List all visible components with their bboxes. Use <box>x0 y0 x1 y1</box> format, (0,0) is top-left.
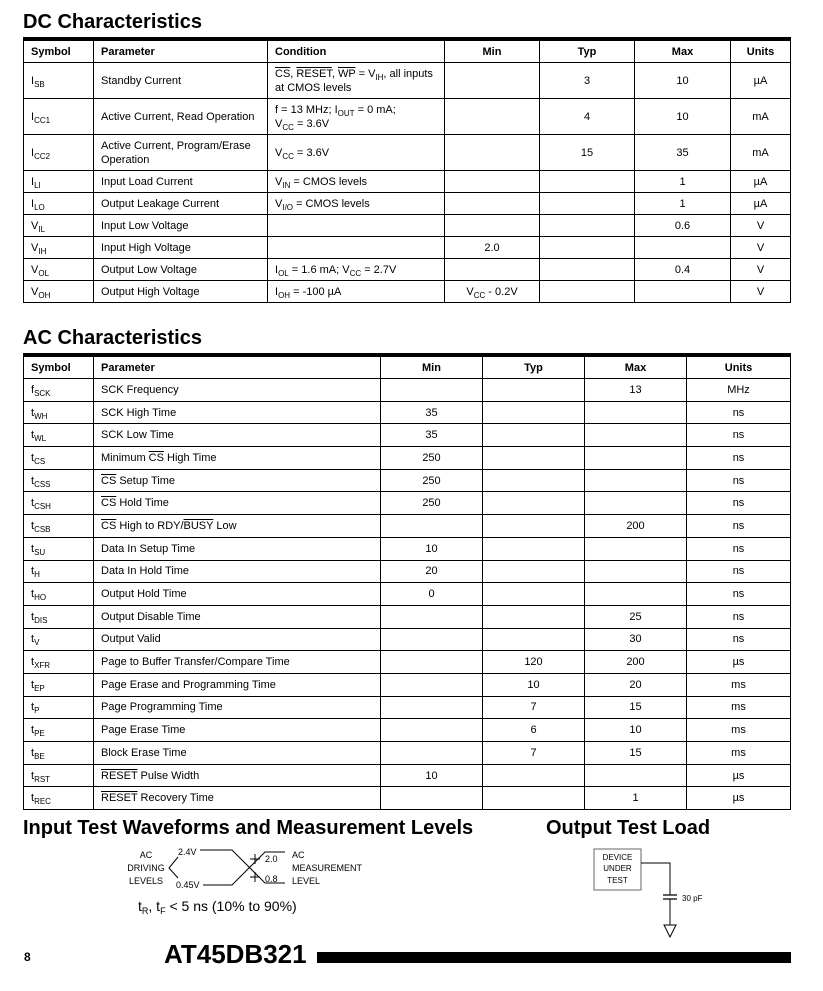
capacitor-icon <box>663 895 677 899</box>
dc-symbol: $V_{OL}$ <box>24 259 94 281</box>
ac-max: 10 <box>585 719 687 742</box>
ac-row <box>24 605 791 628</box>
ac-typ: 10 <box>483 673 585 696</box>
dc-condition: $\overline{CS}$, RESET, $\overline{WP} = V_{IH}$, all inputs at CMOS levels <box>268 63 445 99</box>
ac-row <box>24 424 791 447</box>
ac-typ: 120 <box>483 651 585 674</box>
ac-symbol: $t_{BE}$ <box>24 742 94 765</box>
output-load-section-title: Output Test Load <box>546 817 711 839</box>
ac-min <box>381 628 483 651</box>
ac-typ <box>483 560 585 583</box>
dc-condition: $V_{IN}$ = CMOS levels <box>268 171 445 193</box>
driving-label-line1: AC <box>139 850 153 860</box>
ac-min <box>381 719 483 742</box>
dc-symbol: $I_{SB}$ <box>24 63 94 99</box>
ac-max: 15 <box>585 742 687 765</box>
ac-units: ns <box>687 447 791 470</box>
ac-header-max: Max <box>585 355 687 379</box>
dc-typ <box>540 215 635 237</box>
ac-row <box>24 537 791 560</box>
ac-row <box>24 515 791 538</box>
ac-row <box>24 787 791 810</box>
dc-header-symbol: Symbol <box>24 39 94 63</box>
dc-parameter: Standby Current <box>94 63 268 99</box>
ac-parameter: $\overline{CS}$ Setup Time <box>94 469 381 492</box>
ac-typ <box>483 492 585 515</box>
dc-typ <box>540 259 635 281</box>
ac-row <box>24 583 791 606</box>
dc-condition: $I_{OH} = -100$ µA <box>268 281 445 303</box>
ac-symbol: $t_{CSH}$ <box>24 492 94 515</box>
dc-condition: f = 13 MHz; $I_{OUT} = 0$ mA; $V_{CC} = 3.6V$ <box>268 99 445 135</box>
ac-max <box>585 537 687 560</box>
ac-header-parameter: Parameter <box>94 355 381 379</box>
ac-typ <box>483 605 585 628</box>
ac-units: µs <box>687 764 791 787</box>
capacitance-label: 30 pF <box>682 894 703 903</box>
dc-typ <box>540 193 635 215</box>
ac-typ <box>483 515 585 538</box>
ac-typ <box>483 537 585 560</box>
meas-low-label: 0.8 <box>265 874 278 884</box>
dc-condition: $V_{CC} = 3.6V$ <box>268 135 445 171</box>
dc-typ <box>540 281 635 303</box>
ac-typ <box>483 379 585 402</box>
ac-min <box>381 787 483 810</box>
dc-symbol: $I_{CC1}$ <box>24 99 94 135</box>
driving-label-line3: LEVELS <box>128 876 164 886</box>
dc-min <box>445 99 540 135</box>
ac-max: 20 <box>585 673 687 696</box>
dc-max: 10 <box>635 63 731 99</box>
dc-row <box>24 237 791 259</box>
ac-typ <box>483 469 585 492</box>
dc-row <box>24 281 791 303</box>
ac-row <box>24 560 791 583</box>
ac-symbol: $t_{RST}$ <box>24 764 94 787</box>
dc-symbol: $V_{OH}$ <box>24 281 94 303</box>
ac-symbol: $t_{CSB}$ <box>24 515 94 538</box>
dc-parameter: Input Low Voltage <box>94 215 268 237</box>
ac-units: ns <box>687 424 791 447</box>
dc-parameter: Output Low Voltage <box>94 259 268 281</box>
ac-parameter: Minimum $\overline{CS}$ High Time <box>94 447 381 470</box>
ac-row <box>24 696 791 719</box>
dut-label-line2: UNDER <box>603 864 632 873</box>
dc-condition <box>268 215 445 237</box>
dc-symbol: $I_{CC2}$ <box>24 135 94 171</box>
ac-units: ns <box>687 469 791 492</box>
ac-units: ms <box>687 673 791 696</box>
ac-max: 1 <box>585 787 687 810</box>
ac-min: 250 <box>381 469 483 492</box>
ac-header-min: Min <box>381 355 483 379</box>
ac-parameter: Block Erase Time <box>94 742 381 765</box>
meas-label-line2: MEASUREMENT <box>292 863 363 873</box>
dc-typ <box>540 237 635 259</box>
ac-row <box>24 401 791 424</box>
ac-parameter: SCK Frequency <box>94 379 381 402</box>
dc-min <box>445 171 540 193</box>
ac-parameter: Page Erase Time <box>94 719 381 742</box>
dc-min <box>445 259 540 281</box>
dc-row <box>24 99 791 135</box>
ac-max: 30 <box>585 628 687 651</box>
ac-symbol: $t_P$ <box>24 696 94 719</box>
ac-units: ns <box>687 605 791 628</box>
dc-units: V <box>731 215 791 237</box>
ac-symbol: $t_{WH}$ <box>24 401 94 424</box>
ac-units: MHz <box>687 379 791 402</box>
ac-typ: 7 <box>483 742 585 765</box>
dc-row <box>24 193 791 215</box>
dc-characteristics-table <box>23 37 791 303</box>
ac-header-symbol: Symbol <box>24 355 94 379</box>
ac-row <box>24 447 791 470</box>
ac-max <box>585 583 687 606</box>
dc-header-parameter: Parameter <box>94 39 268 63</box>
dc-row <box>24 63 791 99</box>
dc-units: V <box>731 259 791 281</box>
ac-symbol: $t_{WL}$ <box>24 424 94 447</box>
ac-units: ns <box>687 628 791 651</box>
ac-max <box>585 492 687 515</box>
rise-fall-note: $t_R$, $t_F < 5$ ns (10% to 90%) <box>138 898 297 916</box>
dc-units: V <box>731 281 791 303</box>
ac-symbol: $f_{SCK}$ <box>24 379 94 402</box>
dc-symbol: $I_{LO}$ <box>24 193 94 215</box>
ac-parameter: Output Valid <box>94 628 381 651</box>
dc-max: 10 <box>635 99 731 135</box>
dc-symbol: $I_{LI}$ <box>24 171 94 193</box>
driving-bracket <box>169 857 178 878</box>
page-number: 8 <box>24 950 31 964</box>
dc-typ: 4 <box>540 99 635 135</box>
dc-symbol: $V_{IH}$ <box>24 237 94 259</box>
dc-row <box>24 135 791 171</box>
dc-units: mA <box>731 135 791 171</box>
dc-section-title: DC Characteristics <box>23 11 202 33</box>
dc-units: µA <box>731 63 791 99</box>
ac-typ <box>483 583 585 606</box>
ac-parameter: Page to Buffer Transfer/Compare Time <box>94 651 381 674</box>
ac-max <box>585 447 687 470</box>
dc-parameter: Output Leakage Current <box>94 193 268 215</box>
dc-condition: $I_{OL} = 1.6$ mA; $V_{CC} = 2.7V$ <box>268 259 445 281</box>
dc-typ: 15 <box>540 135 635 171</box>
dc-header-units: Units <box>731 39 791 63</box>
ac-parameter: SCK Low Time <box>94 424 381 447</box>
ac-symbol: $t_{DIS}$ <box>24 605 94 628</box>
dc-symbol: $V_{IL}$ <box>24 215 94 237</box>
ac-min: 20 <box>381 560 483 583</box>
ac-min <box>381 651 483 674</box>
dc-max <box>635 281 731 303</box>
ac-parameter: RESET Recovery Time <box>94 787 381 810</box>
ac-units: ns <box>687 537 791 560</box>
ac-min: 250 <box>381 447 483 470</box>
ac-row <box>24 673 791 696</box>
ac-max <box>585 764 687 787</box>
ac-typ <box>483 787 585 810</box>
ac-units: ns <box>687 560 791 583</box>
dc-max: 1 <box>635 193 731 215</box>
input-waveform-diagram <box>110 840 390 920</box>
ac-symbol: $t_{EP}$ <box>24 673 94 696</box>
ac-min <box>381 696 483 719</box>
ac-symbol: $t_{HO}$ <box>24 583 94 606</box>
part-number: AT45DB321 <box>164 939 307 969</box>
dc-min <box>445 215 540 237</box>
ac-min <box>381 515 483 538</box>
ac-parameter: Page Programming Time <box>94 696 381 719</box>
dc-condition: $V_{I/O}$ = CMOS levels <box>268 193 445 215</box>
ac-parameter: RESET Pulse Width <box>94 764 381 787</box>
ac-symbol: $t_{SU}$ <box>24 537 94 560</box>
meas-low-marker <box>250 872 260 882</box>
ac-header-units: Units <box>687 355 791 379</box>
low-level-label: 0.45V <box>176 880 200 890</box>
dc-row <box>24 215 791 237</box>
ac-units: ns <box>687 515 791 538</box>
dut-label-line3: TEST <box>607 876 628 885</box>
ac-row <box>24 469 791 492</box>
ac-min: 10 <box>381 537 483 560</box>
ac-units: µs <box>687 651 791 674</box>
meas-label-line1: AC <box>292 850 305 860</box>
dc-units: V <box>731 237 791 259</box>
ac-max: 13 <box>585 379 687 402</box>
ac-max: 200 <box>585 651 687 674</box>
ac-typ: 6 <box>483 719 585 742</box>
ac-units: ns <box>687 401 791 424</box>
dc-header-condition: Condition <box>268 39 445 63</box>
ac-typ <box>483 401 585 424</box>
ac-section-title: AC Characteristics <box>23 327 202 349</box>
ac-units: ns <box>687 583 791 606</box>
high-level-label: 2.4V <box>178 847 197 857</box>
ac-parameter: SCK High Time <box>94 401 381 424</box>
ac-min: 35 <box>381 401 483 424</box>
ac-row <box>24 651 791 674</box>
dc-parameter: Active Current, Read Operation <box>94 99 268 135</box>
dc-min <box>445 63 540 99</box>
ac-symbol: $t_{XFR}$ <box>24 651 94 674</box>
ac-typ <box>483 424 585 447</box>
ac-parameter: Output Hold Time <box>94 583 381 606</box>
ac-max: 25 <box>585 605 687 628</box>
meas-label-line3: LEVEL <box>292 876 321 886</box>
ac-units: µs <box>687 787 791 810</box>
ac-parameter: Data In Hold Time <box>94 560 381 583</box>
ac-characteristics-table <box>23 353 791 810</box>
dc-min: $V_{CC} - 0.2V$ <box>445 281 540 303</box>
ac-min: 35 <box>381 424 483 447</box>
dc-parameter: Active Current, Program/Erase Operation <box>94 135 268 171</box>
ac-parameter: Output Disable Time <box>94 605 381 628</box>
dc-min <box>445 135 540 171</box>
dc-max: 0.6 <box>635 215 731 237</box>
ac-min <box>381 673 483 696</box>
dc-typ: 3 <box>540 63 635 99</box>
driving-label-line2: DRIVING <box>127 863 165 873</box>
dc-header-max: Max <box>635 39 731 63</box>
dc-header-typ: Typ <box>540 39 635 63</box>
dc-parameter: Output High Voltage <box>94 281 268 303</box>
ac-max: 200 <box>585 515 687 538</box>
ac-units: ns <box>687 492 791 515</box>
ac-parameter: Page Erase and Programming Time <box>94 673 381 696</box>
meas-high-label: 2.0 <box>265 854 278 864</box>
ac-row <box>24 742 791 765</box>
ac-symbol: $t_{REC}$ <box>24 787 94 810</box>
ac-symbol: $t_{CSS}$ <box>24 469 94 492</box>
dc-min: 2.0 <box>445 237 540 259</box>
ac-parameter: $\overline{CS}$ High to RDY/BUSY Low <box>94 515 381 538</box>
ac-max <box>585 424 687 447</box>
ac-typ <box>483 764 585 787</box>
dc-units: µA <box>731 193 791 215</box>
dc-max: 35 <box>635 135 731 171</box>
dc-header-min: Min <box>445 39 540 63</box>
dc-parameter: Input High Voltage <box>94 237 268 259</box>
ac-units: ms <box>687 696 791 719</box>
ac-row <box>24 492 791 515</box>
ac-parameter: $\overline{CS}$ Hold Time <box>94 492 381 515</box>
meas-high-marker <box>250 854 260 864</box>
ac-row <box>24 379 791 402</box>
output-wire <box>641 863 670 895</box>
dc-parameter: Input Load Current <box>94 171 268 193</box>
ac-min <box>381 605 483 628</box>
ac-min <box>381 742 483 765</box>
ac-typ: 7 <box>483 696 585 719</box>
ac-min: 250 <box>381 492 483 515</box>
dc-typ <box>540 171 635 193</box>
dc-max: 0.4 <box>635 259 731 281</box>
ac-symbol: $t_H$ <box>24 560 94 583</box>
dc-row <box>24 171 791 193</box>
ac-symbol: $t_{CS}$ <box>24 447 94 470</box>
ac-row <box>24 764 791 787</box>
ac-units: ms <box>687 742 791 765</box>
ac-units: ms <box>687 719 791 742</box>
ac-min: 10 <box>381 764 483 787</box>
dc-row <box>24 259 791 281</box>
dc-condition <box>268 237 445 259</box>
output-test-load-diagram <box>590 845 730 945</box>
dc-units: µA <box>731 171 791 193</box>
ac-min <box>381 379 483 402</box>
dc-max: 1 <box>635 171 731 193</box>
waveform-section-title: Input Test Waveforms and Measurement Levels <box>23 817 474 839</box>
ac-symbol: $t_V$ <box>24 628 94 651</box>
ac-header-typ: Typ <box>483 355 585 379</box>
ac-typ <box>483 628 585 651</box>
ac-row <box>24 628 791 651</box>
ac-max <box>585 560 687 583</box>
ac-typ <box>483 447 585 470</box>
dut-label-line1: DEVICE <box>602 853 633 862</box>
ac-symbol: $t_{PE}$ <box>24 719 94 742</box>
ground-icon <box>664 925 676 937</box>
dc-max <box>635 237 731 259</box>
ac-max <box>585 469 687 492</box>
ac-parameter: Data In Setup Time <box>94 537 381 560</box>
ac-max <box>585 401 687 424</box>
footer-rule <box>317 952 791 963</box>
dc-units: mA <box>731 99 791 135</box>
ac-row <box>24 719 791 742</box>
ac-min: 0 <box>381 583 483 606</box>
ac-max: 15 <box>585 696 687 719</box>
dc-min <box>445 193 540 215</box>
